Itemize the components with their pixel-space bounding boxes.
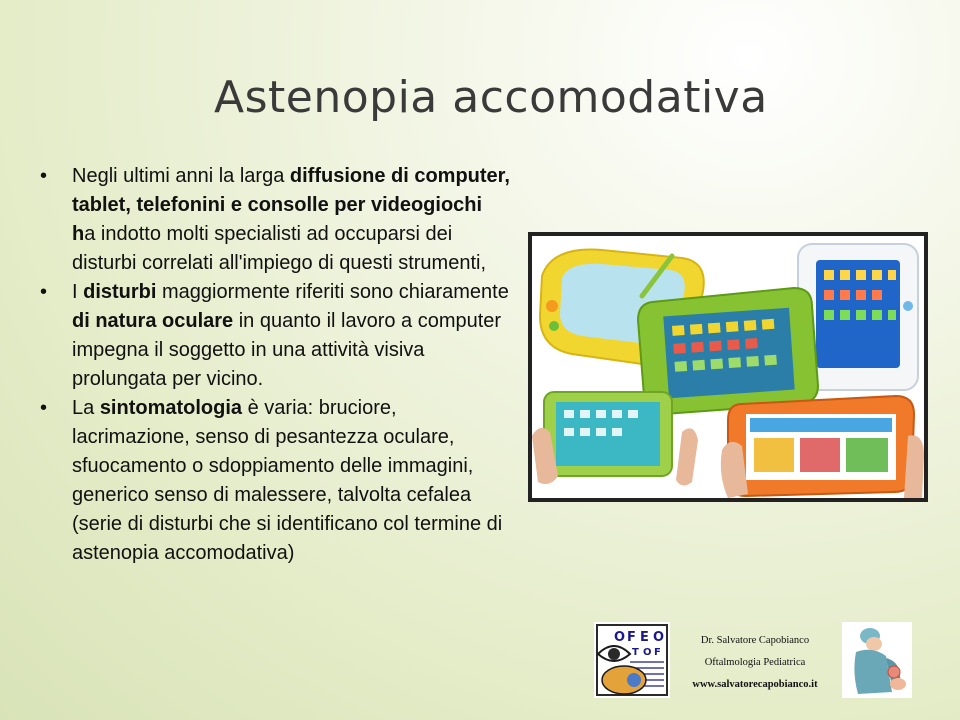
bullet-text	[72, 281, 509, 390]
eye-chart-letter: F	[654, 647, 661, 658]
eye-chart-letter: O	[614, 630, 626, 645]
bullet-item	[40, 162, 510, 278]
bullet-dot: •	[40, 281, 48, 303]
tablets-illustration	[532, 236, 924, 498]
eye-chart-letter: O	[643, 647, 652, 658]
text-run: a indotto molti specialisti ad occuparsi dei disturbi correlati all'impiego di questi strumenti,	[72, 223, 486, 274]
bullet-list	[40, 162, 510, 568]
bullet-dot: •	[40, 165, 48, 187]
author-credits	[675, 630, 835, 696]
bullet-text	[72, 397, 502, 564]
bullet-text	[72, 165, 510, 274]
bold-text-run: sintomatologia	[99, 397, 243, 419]
author-specialty: Oftalmologia Pediatrica	[704, 657, 806, 668]
text-run: La	[72, 397, 100, 419]
text-run: I	[72, 281, 84, 303]
bold-text-run: disturbi	[83, 281, 157, 303]
author-name: Dr. Salvatore Capobianco	[700, 635, 810, 646]
eye-chart-letter: T	[632, 647, 639, 658]
slide-title: Astenopia accomodativa	[214, 72, 768, 123]
eye-chart-logo	[594, 622, 670, 698]
bold-text-run: di natura oculare	[72, 310, 234, 332]
text-run: in quanto il lavoro a computer impegna il soggetto in una attività visiva prolungata per vicino.	[72, 310, 502, 390]
bold-text-run: diffusione di computer, tablet, telefonini e consolle per videogiochi h	[72, 165, 510, 245]
tablets-photo	[528, 232, 928, 502]
text-run: è varia: bruciore, lacrimazione, senso di pesantezza oculare, sfuocamento o sdoppiamento delle immagini, generico senso di malessere, talvolta cefalea (serie di disturbi che si identificano col termine di astenopia accomodativa)	[72, 397, 503, 564]
bullet-item	[40, 394, 510, 568]
author-website: www.salvatorecapobianco.it	[692, 679, 818, 690]
eye-chart-letter: O	[653, 630, 665, 645]
text-run: maggiormente riferiti sono chiaramente	[156, 281, 509, 303]
bullet-dot: •	[40, 397, 48, 419]
eye-chart-letter: F	[627, 630, 636, 645]
eye-chart-letter: E	[640, 630, 649, 645]
bullet-item	[40, 278, 510, 394]
doctor-illustration	[842, 622, 912, 698]
orange-tablet	[721, 396, 924, 498]
text-run: Negli ultimi anni la larga	[72, 165, 290, 187]
